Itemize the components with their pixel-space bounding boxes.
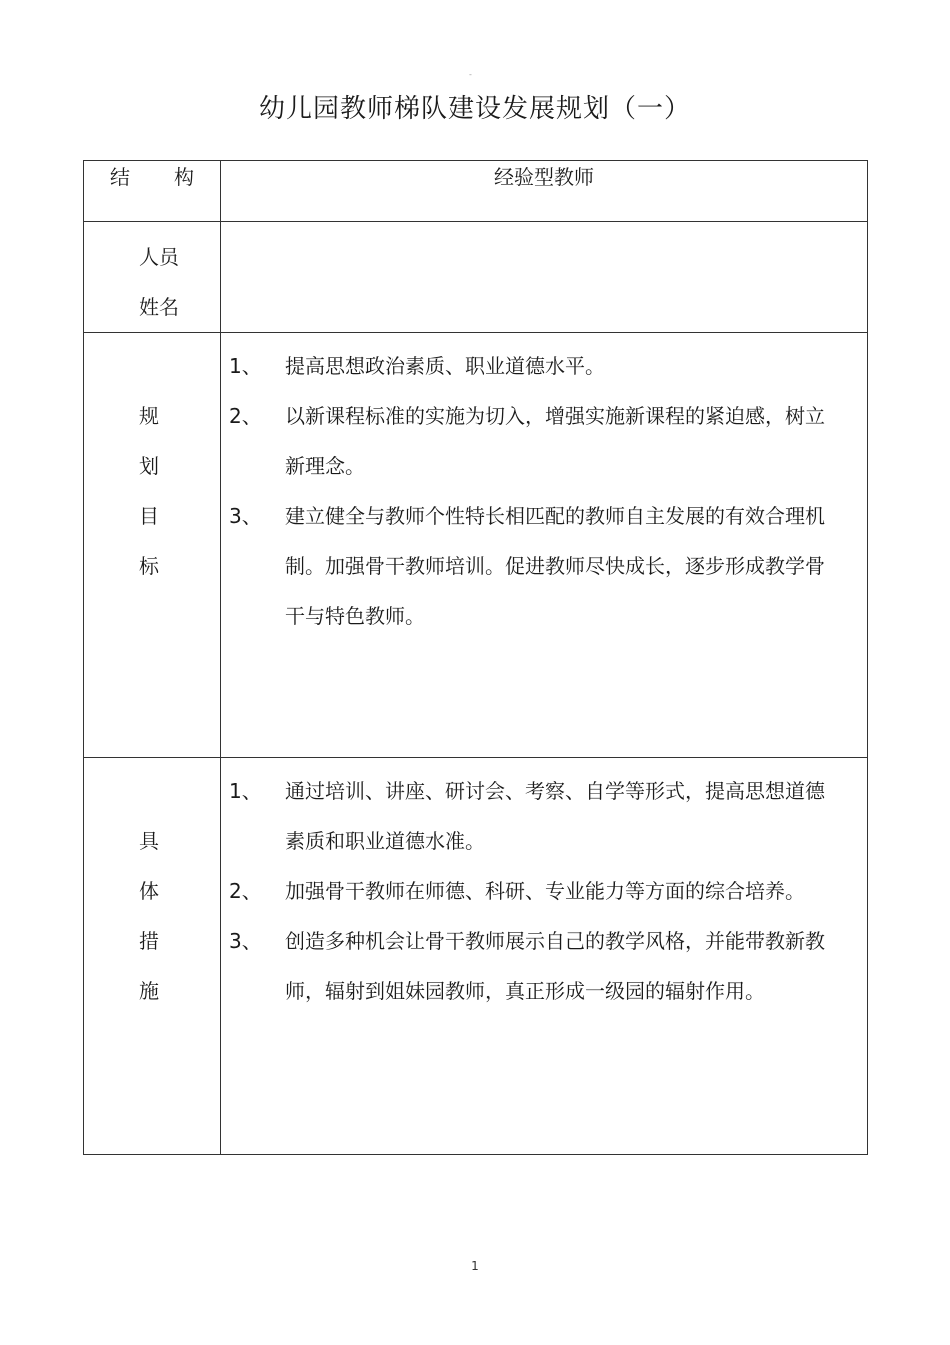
structure-label-right: 构 <box>174 165 194 189</box>
goal-item-text: 建立健全与教师个性特长相匹配的教师自主发展的有效合理机制。加强骨干教师培训。促进教师尽快成长，逐步形成教学骨干与特色教师。 <box>285 504 825 628</box>
goal-item-number: 3、 <box>229 504 262 528</box>
measures-label-char: 措 <box>139 929 159 953</box>
measures-label-char: 施 <box>139 979 159 1003</box>
names-label-line1: 人员 <box>139 245 179 269</box>
teacher-type-header: 经验型教师 <box>221 161 868 222</box>
measures-content-cell <box>221 758 868 1155</box>
goal-item <box>221 391 867 491</box>
goals-label-char: 规 <box>139 404 159 428</box>
goal-item-text: 以新课程标准的实施为切入，增强实施新课程的紧迫感，树立新理念。 <box>285 404 825 478</box>
document-title: 幼儿园教师梯队建设发展规划（一） <box>258 94 691 124</box>
goal-item-number: 2、 <box>229 404 262 428</box>
measure-item <box>221 766 867 866</box>
measure-item-number: 1、 <box>229 779 262 803</box>
names-content-cell <box>221 222 868 333</box>
goals-label-char: 标 <box>139 554 159 578</box>
measure-item-text: 创造多种机会让骨干教师展示自己的教学风格，并能带教新教师，辐射到姐妹园教师，真正形成一级园的辐射作用。 <box>285 929 825 1003</box>
measures-label-char: 具 <box>139 829 159 853</box>
goals-label-cell <box>84 333 221 758</box>
page-number: 1 <box>471 1259 479 1273</box>
goal-item-number: 1、 <box>229 354 262 378</box>
names-row <box>84 222 868 333</box>
measure-item-text: 加强骨干教师在师德、科研、专业能力等方面的综合培养。 <box>285 879 805 903</box>
goal-item <box>221 491 867 641</box>
measure-item <box>221 866 867 916</box>
measures-label-cell <box>84 758 221 1155</box>
measure-item-text: 通过培训、讲座、研讨会、考察、自学等形式，提高思想道德素质和职业道德水准。 <box>285 779 825 853</box>
measure-item-number: 3、 <box>229 929 262 953</box>
goals-content-cell <box>221 333 868 758</box>
goal-item-text: 提高思想政治素质、职业道德水平。 <box>285 354 605 378</box>
top-mark: - <box>469 70 472 79</box>
measure-item <box>221 916 867 1016</box>
measure-item-number: 2、 <box>229 879 262 903</box>
goals-label-char: 目 <box>139 504 159 528</box>
goals-label-char: 划 <box>139 454 159 478</box>
structure-label-cell <box>84 161 221 222</box>
table-header-row <box>84 161 868 222</box>
names-label-cell <box>84 222 221 333</box>
measures-label-char: 体 <box>139 879 159 903</box>
goals-row <box>84 333 868 758</box>
goal-item <box>221 341 867 391</box>
structure-label-left: 结 <box>110 165 130 189</box>
names-label-line2: 姓名 <box>139 295 179 319</box>
plan-table <box>83 160 868 1155</box>
measures-row <box>84 758 868 1155</box>
